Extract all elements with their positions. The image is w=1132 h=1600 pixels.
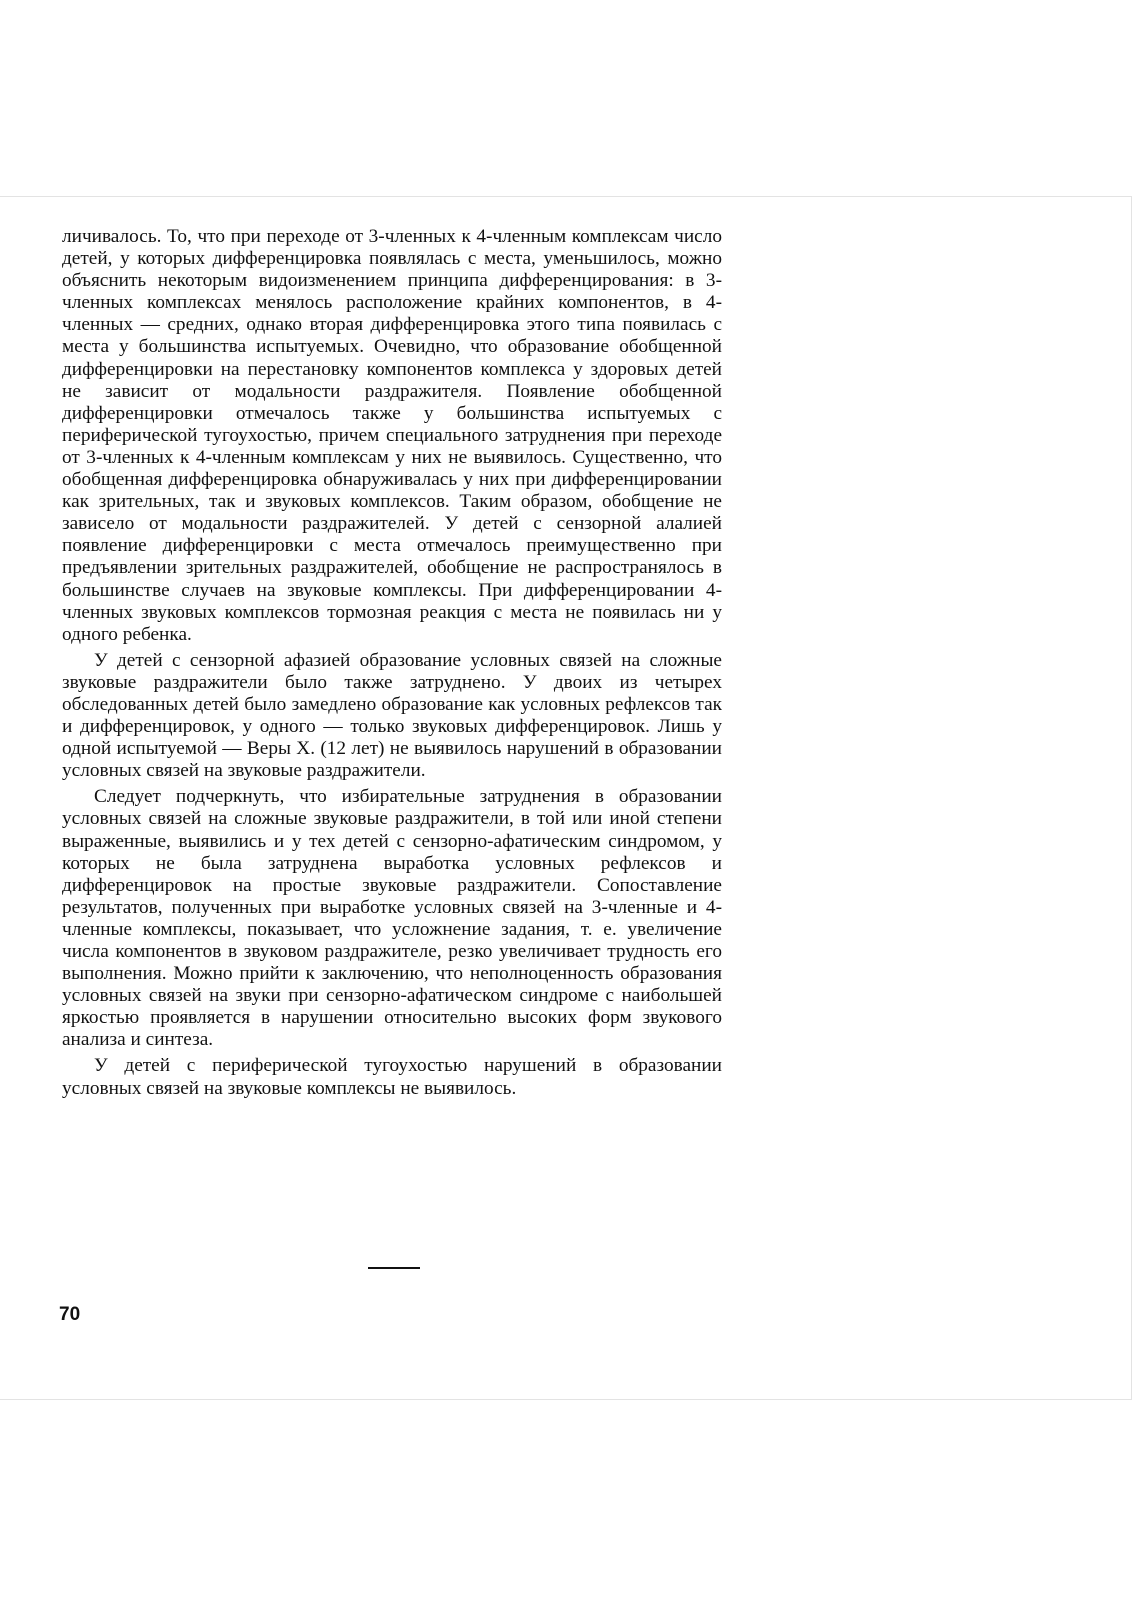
page-body <box>62 226 722 1100</box>
page-number: 70 <box>59 1304 81 1325</box>
paragraph-continuation: личивалось. То, что при переходе от 3-членных к 4-членным комплексам число детей, у которых дифференцировка появлялась с места, уменьшилось, можно объяснить некоторым видоизменением принципа дифференцирования: в 3-членных комплексах менялось расположение крайних компонентов, в 4-членных — средних, однако вторая дифференцировка этого типа появилась с места у большинства испытуемых. Очевидно, что образование обобщенной дифференцировки на перестановку компонентов комплекса у здоровых детей не зависит от модальности раздражителя. Появление обобщенной дифференцировки отмечалось также у большинства испытуемых с периферической тугоухостью, причем специального затруднения при переходе от 3-членных к 4-членным комплексам у них не выявилось. Существенно, что обобщенная дифференцировка обнаруживалась у них при дифференцировании как зрительных, так и звуковых комплексов. Таким образом, обобщение не зависело от модальности раздражителей. У детей с сензорной алалией появление дифференцировки с места отмечалось преимущественно при предъявлении зрительных раздражителей, обобщение не распространялось в большинстве случаев на звуковые комплексы. При дифференцировании 4-членных звуковых комплексов тормозная реакция с места не появилась ни у одного ребенка. <box>62 226 722 645</box>
paragraph-selective-difficulties: Следует подчеркнуть, что избирательные затруднения в образовании условных связей на сложные звуковые раздражители, в той или иной степени выраженные, выявились и у тех детей с сензорно-афатическим синдромом, у которых не была затруднена выработка условных рефлексов и дифференцировок на простые звуковые раздражители. Сопоставление результатов, полученных при выработке условных связей на 3-членные и 4-членные комплексы, показывает, что усложнение задания, т. е. увеличение числа компонентов в звуковом раздражителе, резко увеличивает трудность его выполнения. Можно прийти к заключению, что неполноценность образования условных связей на звуки при сензорно-афатическом синдроме с наибольшей яркостью проявляется в нарушении относительно высоких форм звукового анализа и синтеза. <box>62 786 722 1051</box>
scan-edge-top <box>0 196 1132 197</box>
paragraph-hearing-loss: У детей с периферической тугоухостью нарушений в образовании условных связей на звуковые комплексы не выявилось. <box>62 1055 722 1099</box>
scan-edge-bottom <box>0 1399 1132 1400</box>
section-end-rule <box>368 1267 420 1269</box>
paragraph-sensory-aphasia: У детей с сензорной афазией образование условных связей на сложные звуковые раздражители было также затруднено. У двоих из четырех обследованных детей было замедлено образование как условных рефлексов так и дифференцировок, у одного — только звуковых дифференцировок. Лишь у одной испытуемой — Веры X. (12 лет) не выявилось нарушений в образовании условных связей на звуковые раздражители. <box>62 649 722 782</box>
